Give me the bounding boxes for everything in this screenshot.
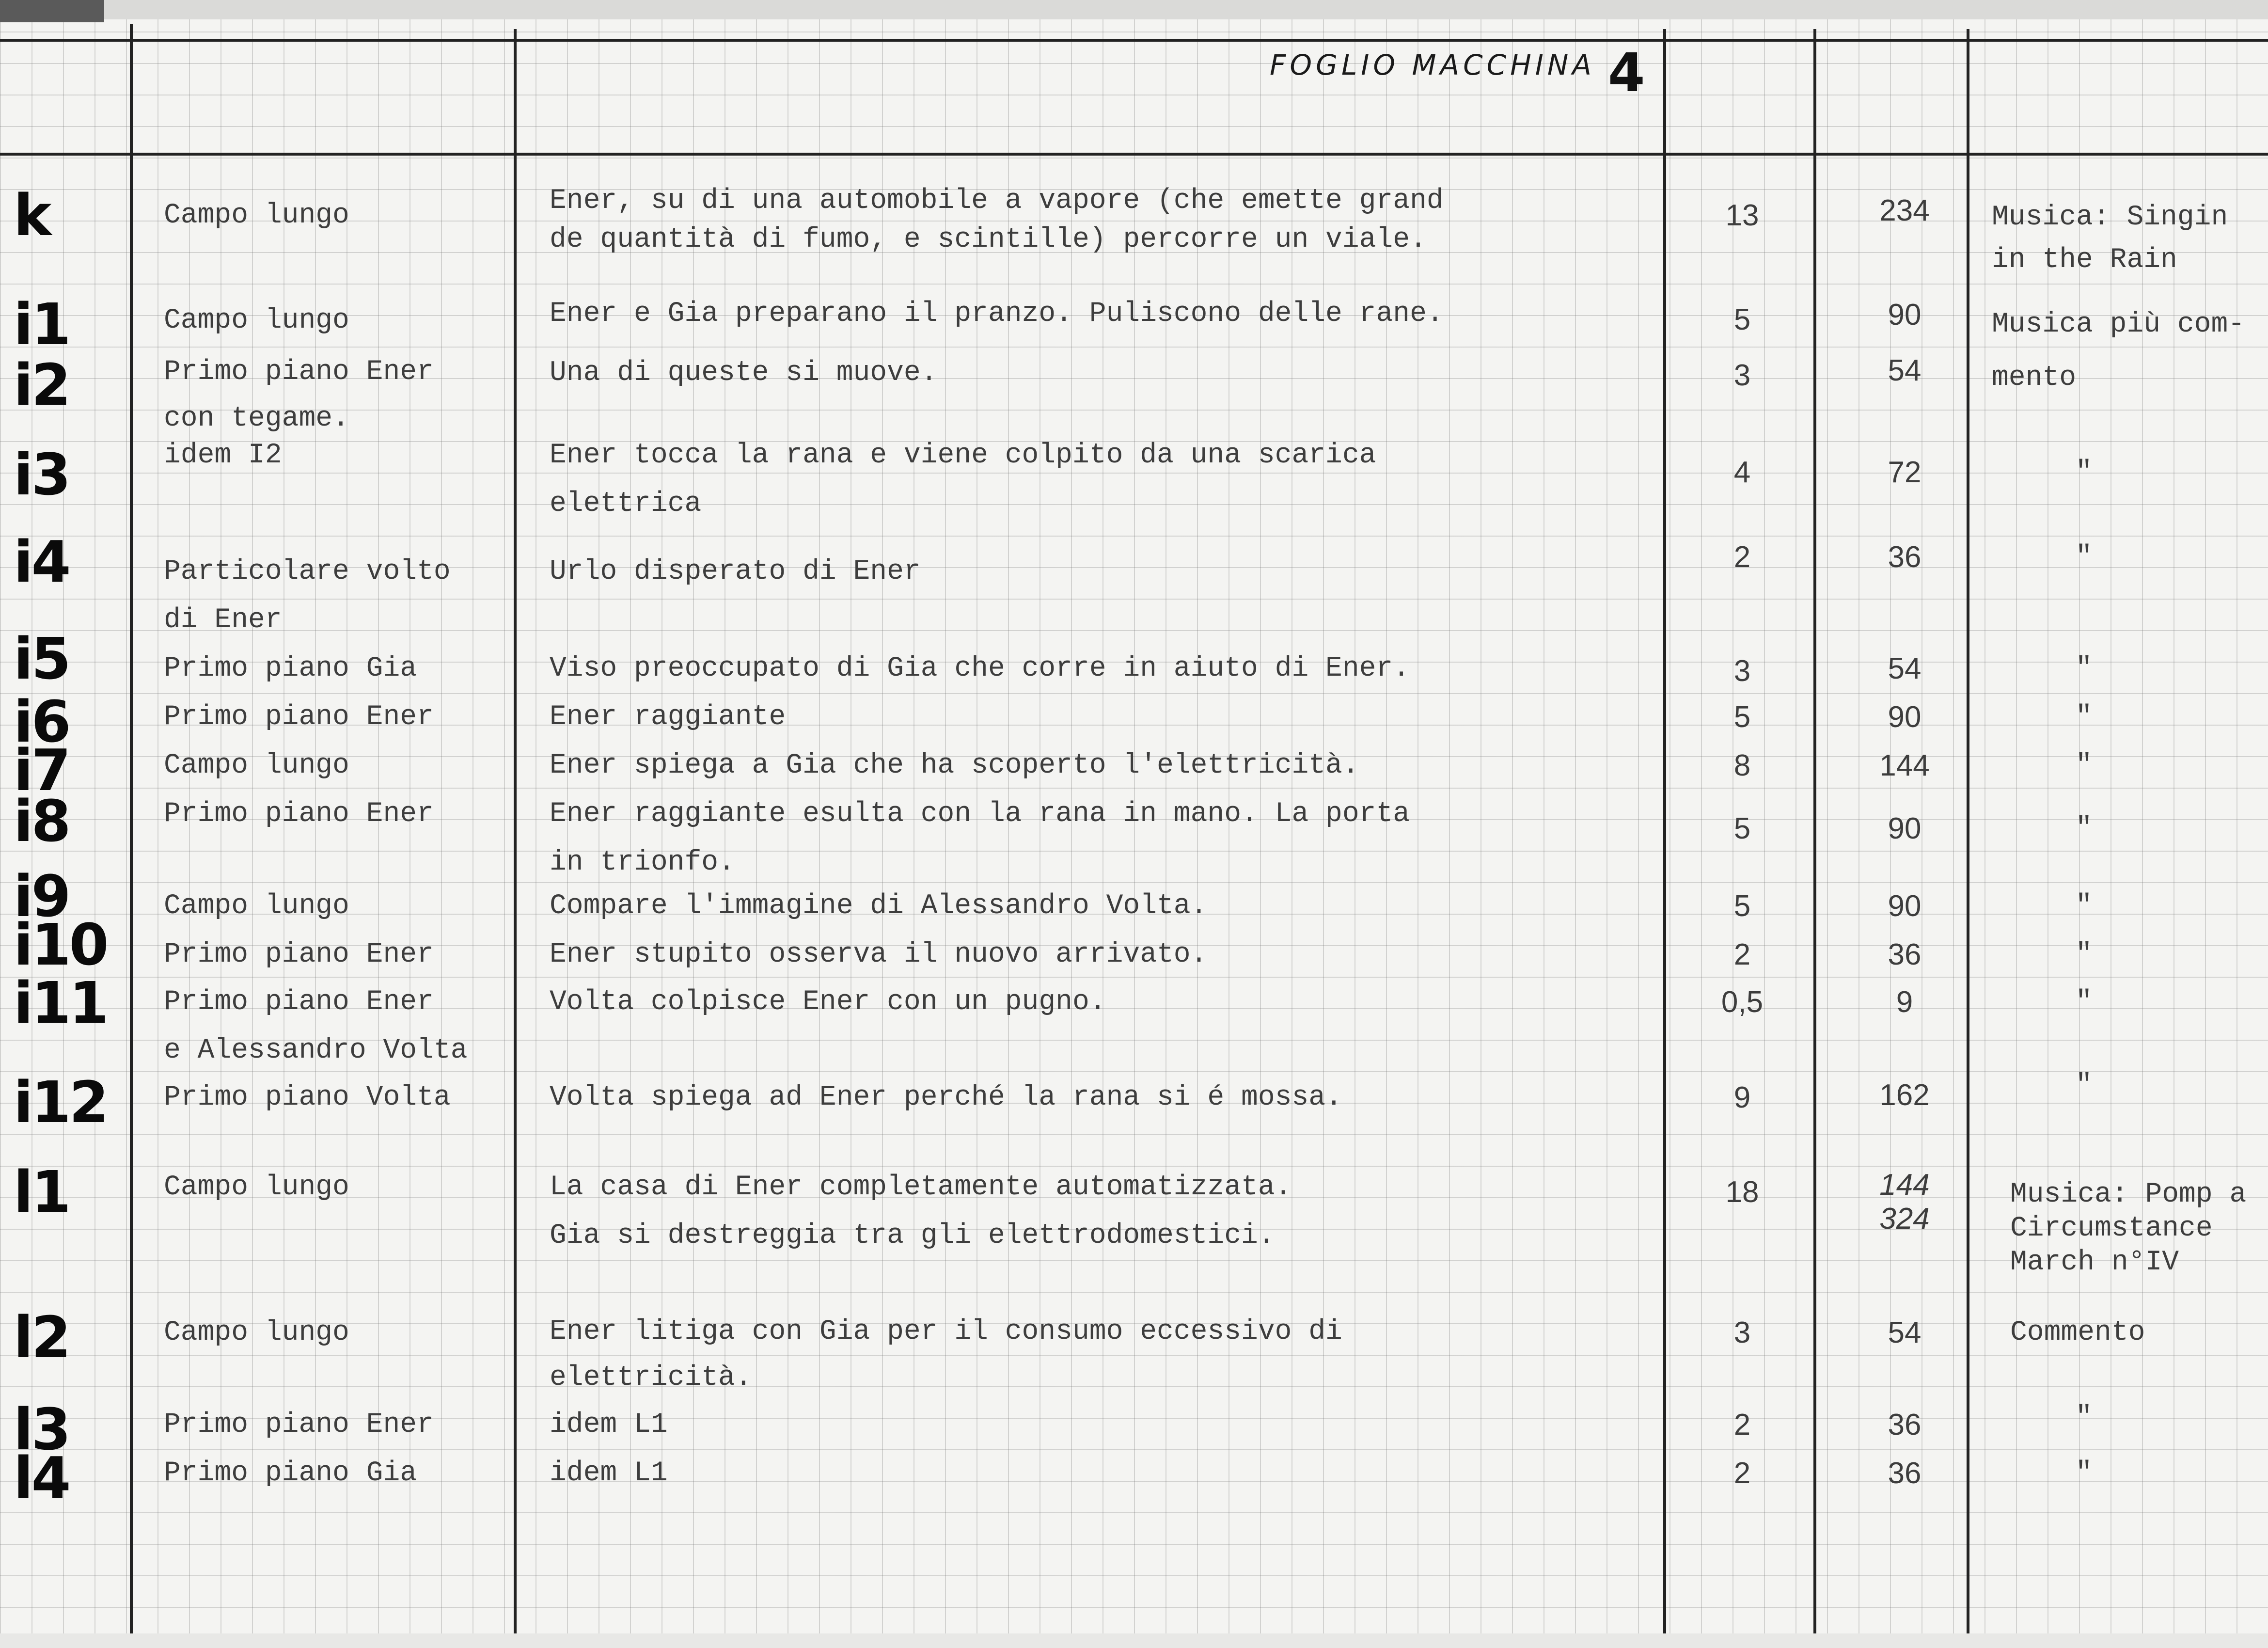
- scene-label: i8: [14, 788, 69, 855]
- frames-value: 36: [1888, 1408, 1922, 1442]
- shot-description: idem L1: [550, 1409, 668, 1441]
- scene-label: i6: [14, 688, 69, 755]
- seconds-value: 2: [1733, 1408, 1751, 1442]
- seconds-value: 8: [1733, 749, 1751, 782]
- shot-type: idem I2: [164, 440, 282, 471]
- music-note: Commento: [2010, 1317, 2145, 1348]
- shot-description: idem L1: [550, 1458, 668, 1489]
- scan-top-corner: [0, 0, 104, 22]
- seconds-value: 18: [1725, 1175, 1759, 1209]
- shot-description: Urlo disperato di Ener: [550, 556, 921, 587]
- column-rule-description: [1663, 29, 1666, 1633]
- scene-label: i10: [14, 911, 107, 978]
- seconds-value: 0,5: [1721, 985, 1764, 1019]
- music-note: Musica più com-: [1992, 309, 2245, 340]
- column-rule-label: [130, 24, 133, 1633]
- shot-type: Primo piano Volta: [164, 1082, 451, 1113]
- ditto-mark: ": [2075, 701, 2093, 733]
- music-note: mento: [1992, 362, 2077, 394]
- seconds-value: 5: [1733, 889, 1751, 923]
- frames-value: 9: [1896, 985, 1913, 1019]
- seconds-value: 2: [1733, 540, 1751, 574]
- column-rule-shot: [514, 29, 517, 1633]
- scene-label: k: [14, 182, 50, 249]
- seconds-value: 5: [1733, 700, 1751, 734]
- shot-type: Campo lungo: [164, 305, 349, 336]
- shot-description: Ener raggiante: [550, 701, 786, 733]
- frames-value: 90: [1888, 298, 1922, 332]
- shot-description: Volta spiega ad Ener perché la rana si é mossa.: [550, 1082, 1342, 1113]
- column-rule-seconds: [1813, 29, 1816, 1633]
- seconds-value: 4: [1733, 456, 1751, 489]
- shot-type: Campo lungo: [164, 1172, 349, 1203]
- scene-label: i2: [14, 351, 69, 418]
- shot-type: Campo lungo: [164, 890, 349, 922]
- music-note: Musica: Pomp a Circumstance March n°IV: [2010, 1179, 2247, 1278]
- ditto-mark: ": [2075, 890, 2093, 922]
- frames-value: 162: [1879, 1078, 1930, 1112]
- ditto-mark: ": [2075, 750, 2093, 781]
- frames-value: 36: [1888, 938, 1922, 971]
- ditto-mark: ": [2075, 986, 2093, 1018]
- ditto-mark: ": [2075, 1402, 2093, 1433]
- shot-description: Compare l'immagine di Alessandro Volta.: [550, 890, 1208, 922]
- scene-label: i7: [14, 737, 69, 804]
- seconds-value: 3: [1733, 654, 1751, 688]
- shot-description: Ener spiega a Gia che ha scoperto l'elettricità.: [550, 750, 1359, 781]
- shot-description: La casa di Ener completamente automatizzata. Gia si destreggia tra gli elettrodomestici.: [550, 1172, 1292, 1252]
- seconds-value: 3: [1733, 1316, 1751, 1349]
- scene-label: i1: [14, 291, 69, 358]
- shot-type: Primo piano Ener: [164, 1409, 434, 1441]
- sheet-number: 4: [1608, 42, 1645, 104]
- frames-value: 90: [1888, 700, 1922, 734]
- shot-type: Primo piano Ener: [164, 798, 434, 830]
- shot-type: Primo piano Ener: [164, 701, 434, 733]
- scan-top-band: [0, 0, 2268, 19]
- frames-value: 144: [1879, 749, 1930, 782]
- shot-description: Ener tocca la rana e viene colpito da una scarica elettrica: [550, 440, 1376, 520]
- seconds-value: 13: [1725, 199, 1759, 232]
- scene-label: l3: [14, 1396, 69, 1463]
- ditto-mark: ": [2075, 813, 2093, 844]
- scene-label: l1: [14, 1158, 69, 1225]
- shot-type: Primo piano Ener con tegame.: [164, 356, 434, 434]
- ditto-mark: ": [2075, 653, 2093, 684]
- shot-type: Primo piano Gia: [164, 653, 417, 684]
- frames-value: 90: [1888, 889, 1922, 923]
- frames-value: 54: [1888, 354, 1922, 387]
- ditto-mark: ": [2075, 939, 2093, 970]
- scene-label: i12: [14, 1069, 107, 1136]
- frames-value: 144 324: [1879, 1168, 1930, 1236]
- frames-value: 36: [1888, 1457, 1922, 1490]
- shot-type: Particolare volto di Ener: [164, 556, 451, 636]
- frames-value: 72: [1888, 456, 1922, 489]
- shot-description: Ener litiga con Gia per il consumo eccessivo di elettricità.: [550, 1316, 1342, 1394]
- shot-type: Primo piano Ener e Alessandro Volta: [164, 986, 468, 1066]
- scan-bottom-band: [0, 1633, 2268, 1648]
- scene-label: i3: [14, 441, 69, 508]
- shot-type: Campo lungo: [164, 1317, 349, 1348]
- seconds-value: 5: [1733, 812, 1751, 845]
- scene-label: i5: [14, 625, 69, 692]
- scene-label: i11: [14, 969, 107, 1036]
- music-note: Musica: Singin in the Rain: [1992, 202, 2228, 276]
- header-top-rule: [0, 39, 2268, 42]
- ditto-mark: ": [2075, 1070, 2093, 1101]
- scene-label: i9: [14, 863, 69, 930]
- shot-description: Ener e Gia preparano il pranzo. Puliscono delle rane.: [550, 298, 1444, 330]
- frames-value: 234: [1879, 194, 1930, 227]
- shot-type: Campo lungo: [164, 200, 349, 231]
- frames-value: 90: [1888, 812, 1922, 845]
- seconds-value: 3: [1733, 359, 1751, 392]
- seconds-value: 2: [1733, 1457, 1751, 1490]
- scene-label: l2: [14, 1304, 69, 1371]
- shot-description: Una di queste si muove.: [550, 357, 938, 389]
- seconds-value: 9: [1733, 1081, 1751, 1114]
- shot-description: Ener raggiante esulta con la rana in mano. La porta in trionfo.: [550, 798, 1410, 878]
- frames-value: 54: [1888, 1316, 1922, 1349]
- shot-description: Volta colpisce Ener con un pugno.: [550, 986, 1106, 1018]
- ditto-mark: ": [2075, 541, 2093, 573]
- shot-description: Viso preoccupato di Gia che corre in aiuto di Ener.: [550, 653, 1410, 684]
- header-handwritten-note: FOGLIO MACCHINA: [1270, 48, 1595, 81]
- scene-label: i4: [14, 528, 69, 595]
- frames-value: 36: [1888, 540, 1922, 574]
- shot-description: Ener, su di una automobile a vapore (che emette grand de quantità di fumo, e scintille) percorre un viale.: [550, 185, 1444, 255]
- shot-type: Primo piano Ener: [164, 939, 434, 970]
- frames-value: 54: [1888, 652, 1922, 685]
- ditto-mark: ": [2075, 1458, 2093, 1489]
- shot-type: Primo piano Gia: [164, 1458, 417, 1489]
- seconds-value: 5: [1733, 303, 1751, 336]
- seconds-value: 2: [1733, 938, 1751, 971]
- shot-description: Ener stupito osserva il nuovo arrivato.: [550, 939, 1208, 970]
- ditto-mark: ": [2075, 457, 2093, 488]
- header-bottom-rule: [0, 153, 2268, 156]
- scene-label: l4: [14, 1444, 69, 1511]
- shot-type: Campo lungo: [164, 750, 349, 781]
